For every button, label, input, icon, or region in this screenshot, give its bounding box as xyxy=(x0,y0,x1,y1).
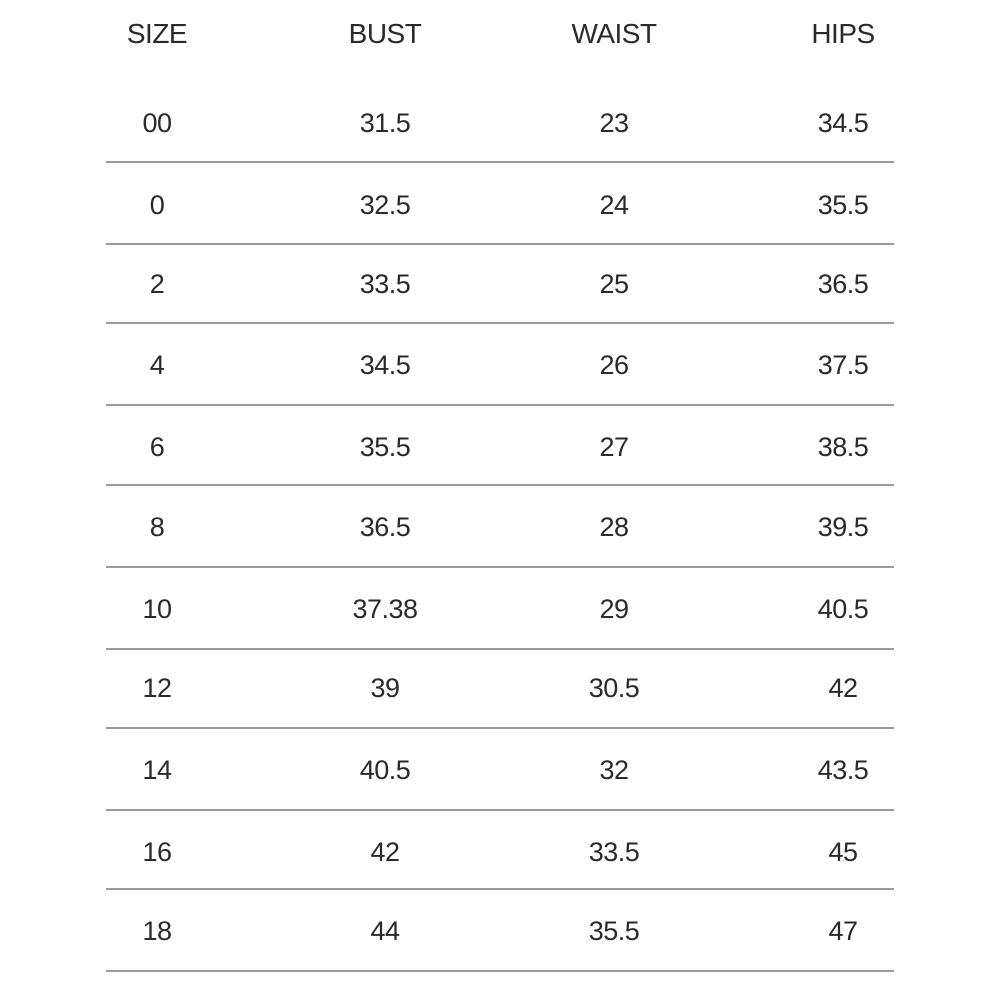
table-row xyxy=(0,748,1000,792)
size-cell: 00 xyxy=(142,108,172,138)
size-cell: 10 xyxy=(142,594,172,624)
waist-cell: 26 xyxy=(599,350,629,380)
bust-cell: 35.5 xyxy=(359,432,411,462)
hips-cell: 36.5 xyxy=(817,269,869,299)
row-divider xyxy=(106,888,894,890)
table-row xyxy=(0,505,1000,549)
bust-cell: 40.5 xyxy=(359,755,411,785)
waist-cell: 23 xyxy=(599,108,629,138)
row-divider xyxy=(106,809,894,811)
bust-cell: 37.38 xyxy=(352,594,418,624)
bust-cell: 32.5 xyxy=(359,190,411,220)
waist-cell: 24 xyxy=(599,190,629,220)
bust-cell: 36.5 xyxy=(359,512,411,542)
header-waist: WAIST xyxy=(571,18,657,49)
waist-cell: 32 xyxy=(599,755,629,785)
size-cell: 8 xyxy=(149,512,165,542)
bust-cell: 31.5 xyxy=(359,108,411,138)
hips-cell: 40.5 xyxy=(817,594,869,624)
table-row xyxy=(0,830,1000,874)
row-divider xyxy=(106,648,894,650)
waist-cell: 25 xyxy=(599,269,629,299)
table-row xyxy=(0,666,1000,710)
waist-cell: 27 xyxy=(599,432,629,462)
hips-cell: 45 xyxy=(828,837,858,867)
waist-cell: 28 xyxy=(599,512,629,542)
size-cell: 14 xyxy=(142,755,172,785)
waist-cell: 30.5 xyxy=(588,673,640,703)
header-row xyxy=(0,12,1000,56)
row-divider xyxy=(106,727,894,729)
table-row xyxy=(0,909,1000,953)
hips-cell: 47 xyxy=(828,916,858,946)
hips-cell: 35.5 xyxy=(817,190,869,220)
size-cell: 4 xyxy=(149,350,165,380)
hips-cell: 37.5 xyxy=(817,350,869,380)
header-bust: BUST xyxy=(348,18,422,49)
row-divider xyxy=(106,322,894,324)
size-cell: 16 xyxy=(142,837,172,867)
size-cell: 0 xyxy=(149,190,165,220)
bust-cell: 44 xyxy=(370,916,400,946)
hips-cell: 42 xyxy=(828,673,858,703)
table-row xyxy=(0,183,1000,227)
waist-cell: 35.5 xyxy=(588,916,640,946)
row-divider xyxy=(106,243,894,245)
row-divider xyxy=(106,484,894,486)
bust-cell: 39 xyxy=(370,673,400,703)
bust-cell: 42 xyxy=(370,837,400,867)
row-divider xyxy=(106,404,894,406)
row-divider xyxy=(106,161,894,163)
bust-cell: 33.5 xyxy=(359,269,411,299)
table-row xyxy=(0,101,1000,145)
size-cell: 18 xyxy=(142,916,172,946)
table-row xyxy=(0,262,1000,306)
bust-cell: 34.5 xyxy=(359,350,411,380)
waist-cell: 29 xyxy=(599,594,629,624)
hips-cell: 38.5 xyxy=(817,432,869,462)
size-cell: 12 xyxy=(142,673,172,703)
size-cell: 6 xyxy=(149,432,165,462)
row-divider xyxy=(106,566,894,568)
header-hips: HIPS xyxy=(811,18,875,49)
hips-cell: 34.5 xyxy=(817,108,869,138)
hips-cell: 39.5 xyxy=(817,512,869,542)
table-row xyxy=(0,587,1000,631)
header-size: SIZE xyxy=(126,18,188,49)
size-cell: 2 xyxy=(149,269,165,299)
row-divider xyxy=(106,970,894,972)
table-row xyxy=(0,425,1000,469)
waist-cell: 33.5 xyxy=(588,837,640,867)
table-row xyxy=(0,343,1000,387)
hips-cell: 43.5 xyxy=(817,755,869,785)
